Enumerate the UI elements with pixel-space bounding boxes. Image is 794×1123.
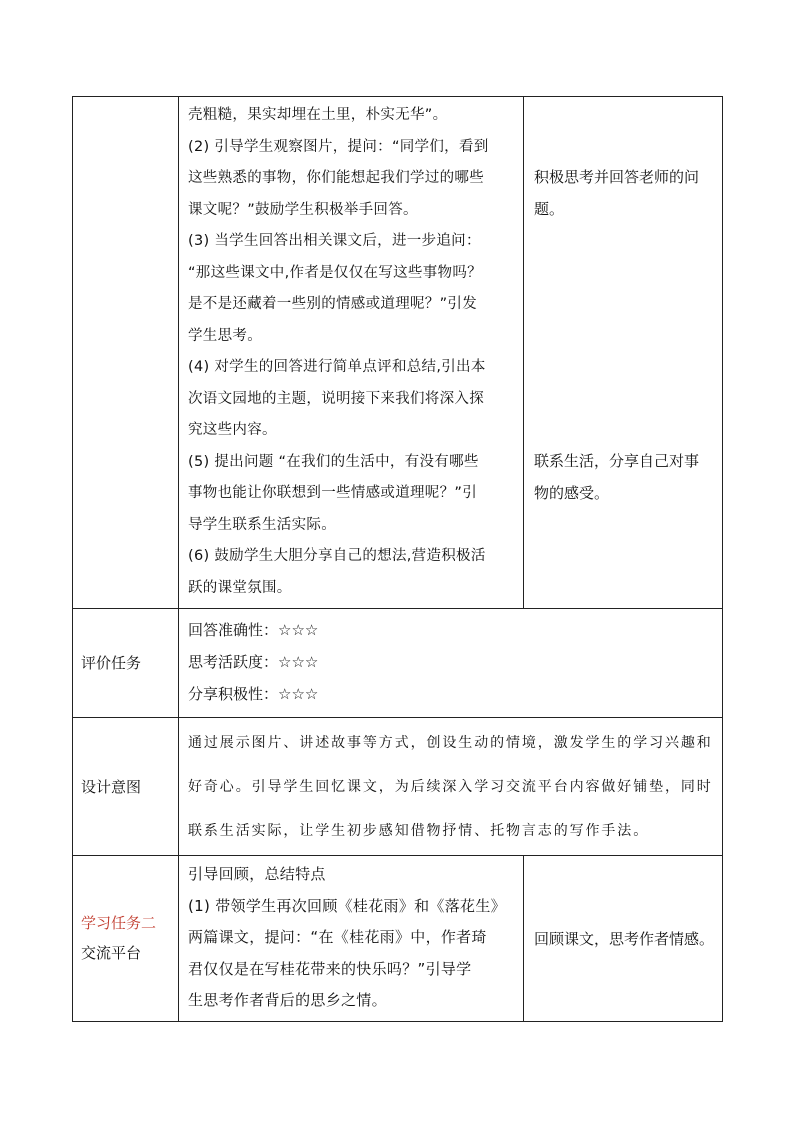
table-row-evaluation (73, 609, 723, 718)
text-line: (1) 带领学生再次回顾《桂花雨》和《落花生》 (188, 896, 506, 915)
text-line: “那这些课文中,作者是仅仅在写这些事物吗？ (188, 264, 482, 281)
text-line: (6) 鼓励学生大胆分享自己的想法,营造积极活 (188, 548, 486, 564)
text-line: 次语文园地的主题，说明接下来我们将深入探 (188, 390, 484, 407)
evaluation-cell (179, 609, 723, 718)
student-activity-2 (534, 445, 716, 509)
table-row-intro (73, 97, 723, 609)
text-line: (3) 当学生回答出相关课文后，进一步追问： (188, 233, 481, 249)
text-line: 两篇课文，提问：“在《桂花雨》中，作者琦 (188, 928, 487, 946)
text-line: 是不是还藏着一些别的情感或道理呢？”引发 (188, 296, 478, 312)
text-line: 这些熟悉的事物，你们能想起我们学过的哪些 (188, 170, 484, 186)
design-label: 设计意图 (73, 718, 179, 856)
text-line: 题。 (534, 200, 565, 218)
text-line: 学生思考。 (188, 327, 262, 344)
text-line: 君仅仅是在写桂花带来的快乐吗？”引导学 (188, 959, 472, 978)
text-line: 生思考作者背后的思乡之情。 (188, 991, 387, 1009)
task2-title: 学习任务二 (81, 914, 157, 933)
table-row-design (73, 718, 723, 856)
task2-subtitle: 交流平台 (81, 944, 142, 963)
evaluation-item: 回答准确性：☆☆☆ (188, 621, 319, 639)
row-label-empty (73, 97, 179, 609)
text-line: 联系生活，分享自己对事 (534, 452, 700, 470)
text-line: 通过展示图片、讲述故事等方式，创设生动的情境，激发学生的学习兴趣和 (188, 735, 713, 751)
task2-label-cell (73, 856, 179, 1022)
text-line: (4) 对学生的回答进行简单点评和总结,引出本 (188, 359, 486, 375)
text-line: 积极思考并回答老师的问 (534, 168, 700, 186)
text-line: (5) 提出问题 “在我们的生活中，有没有哪些 (188, 453, 479, 470)
text-line: 事物也能让你联想到一些情感或道理呢？”引 (188, 485, 478, 501)
student-activity-cell (524, 97, 723, 609)
task2-student-cell: 回顾课文，思考作者情感。 (524, 856, 723, 1022)
lesson-plan-table (72, 96, 723, 1022)
text-line: 课文呢？”鼓励学生积极举手回答。 (188, 201, 418, 218)
teacher-activity-cell (179, 97, 524, 609)
task2-teacher-cell (179, 856, 524, 1022)
evaluation-item: 分享积极性：☆☆☆ (188, 685, 319, 703)
text-line: 引导回顾，总结特点 (188, 865, 326, 883)
evaluation-label: 评价任务 (73, 609, 179, 718)
text-line: 究这些内容。 (188, 422, 277, 438)
table-row-task2 (73, 856, 723, 1022)
text-line: 壳粗糙，果实却埋在土里，朴实无华”。 (188, 107, 448, 123)
text-line: (2) 引导学生观察图片，提问：“同学们，看到 (188, 138, 489, 155)
text-line: 好奇心。引导学生回忆课文，为后续深入学习交流平台内容做好铺垫，同时 (188, 779, 713, 795)
text-line: 导学生联系生活实际。 (188, 516, 336, 533)
student-activity-1 (534, 161, 716, 225)
text-line: 物的感受。 (534, 484, 610, 502)
design-cell (179, 718, 723, 856)
text-line: 联系生活实际，让学生初步感知借物抒情、托物言志的写作手法。 (188, 823, 650, 839)
text-line: 跃的课堂氛围。 (188, 579, 292, 596)
evaluation-item: 思考活跃度：☆☆☆ (188, 653, 319, 671)
